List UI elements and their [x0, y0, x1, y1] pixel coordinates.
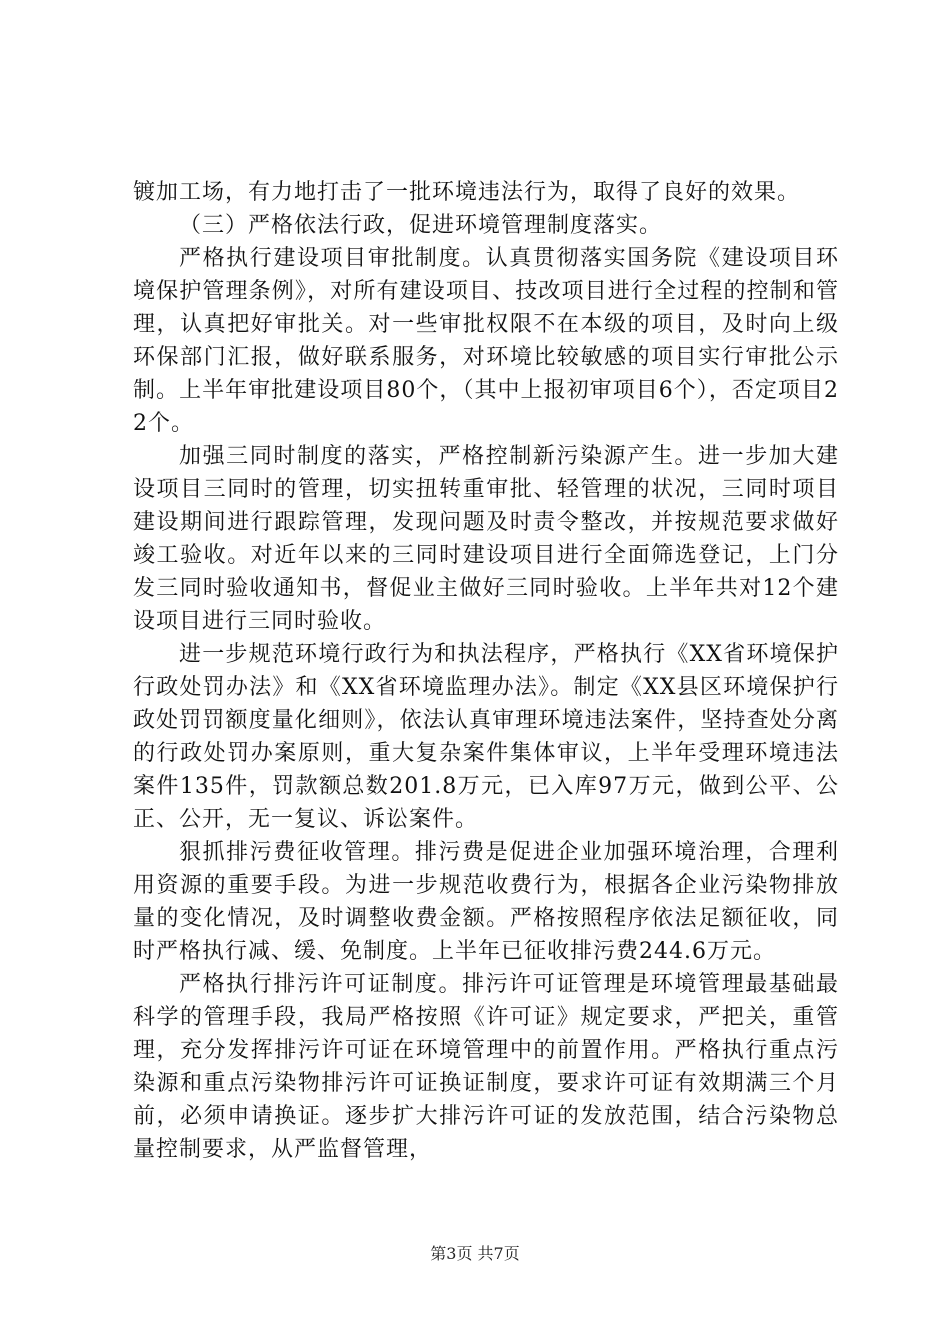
paragraph-enforcement-procedure: 进一步规范环境行政行为和执法程序，严格执行《XX省环境保护行政处罚办法》和《XX省环境监理办法》。制定《XX县区环境保护行政处罚罚额度量化细则》，依法认真审理环境违法案件，坚持查处分离的行政处罚办案原则，重大复杂案件集体审议，上半年受理环境违法案件135件，罚款额总数201.8万元，已入库97万元，做到公平、公正、公开，无一复议、诉讼案件。: [133, 642, 839, 832]
paragraph-project-approval: 严格执行建设项目审批制度。认真贯彻落实国务院《建设项目环境保护管理条例》，对所有建设项目、技改项目进行全过程的控制和管理，认真把好审批关。对一些审批权限不在本级的项目，及时向上级环保部门汇报，做好联系服务，对环境比较敏感的项目实行审批公示制。上半年审批建设项目80个，（其中上报初审项目6个），否定项目22个。: [133, 246, 839, 436]
page-footer: [0, 1243, 950, 1265]
document-body: [133, 176, 839, 1166]
paragraph-permit-system: 严格执行排污许可证制度。排污许可证管理是环境管理最基础最科学的管理手段，我局严格按照《许可证》规定要求，严把关，重管理，充分发挥排污许可证在环境管理中的前置作用。严格执行重点污染源和重点污染物排污许可证换证制度，要求许可证有效期满三个月前，必须申请换证。逐步扩大排污许可证的发放范围，结合污染物总量控制要求，从严监督管理，: [133, 972, 839, 1162]
page-number: 第3页 共7页: [430, 1244, 520, 1263]
paragraph-three-simultaneous: 加强三同时制度的落实，严格控制新污染源产生。进一步加大建设项目三同时的管理，切实扭转重审批、轻管理的状况，三同时项目建设期间进行跟踪管理，发现问题及时责令整改，并按规范要求做好竣工验收。对近年以来的三同时建设项目进行全面筛选登记，上门分发三同时验收通知书，督促业主做好三同时验收。上半年共对12个建设项目进行三同时验收。: [133, 444, 839, 634]
paragraph-fee-collection: 狠抓排污费征收管理。排污费是促进企业加强环境治理，合理利用资源的重要手段。为进一步规范收费行为，根据各企业污染物排放量的变化情况，及时调整收费金额。严格按照程序依法足额征收，同时严格执行减、缓、免制度。上半年已征收排污费244.6万元。: [133, 840, 839, 964]
section-heading: （三）严格依法行政，促进环境管理制度落实。: [179, 213, 663, 238]
paragraph-continuation: 镀加工场，有力地打击了一批环境违法行为，取得了良好的效果。: [133, 180, 801, 205]
